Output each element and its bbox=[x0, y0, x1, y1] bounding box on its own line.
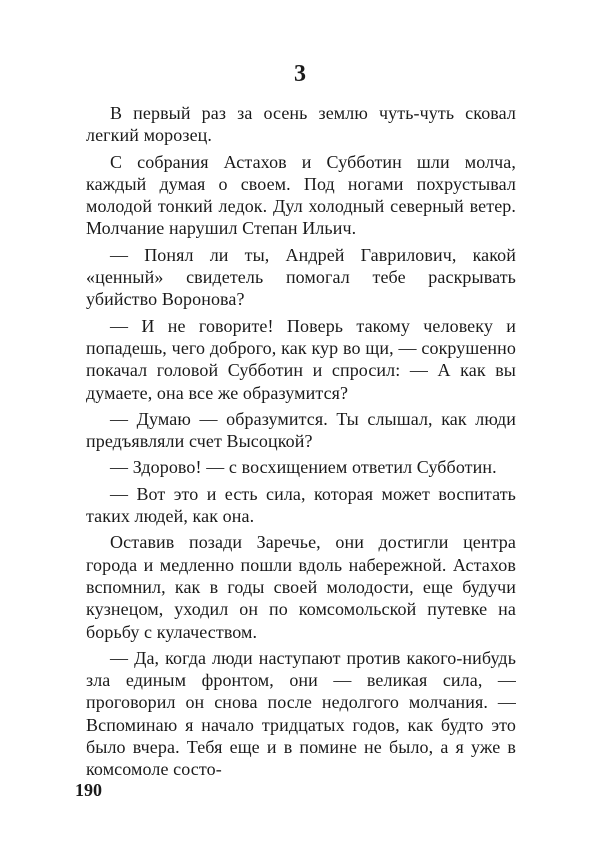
paragraph-9: — Да, когда люди наступают против какого-нибудь зла единым фронтом, они — великая сила, — проговорил он снова после недолгого молчания. — Вспоминаю я начало тридцатых годов, как будто это было вчера. Тебя еще и в помине не было, а я уже в комсомоле состо- bbox=[86, 647, 516, 780]
paragraph-7: — Вот это и есть сила, которая может воспитать таких людей, как она. bbox=[86, 483, 516, 527]
paragraph-4: — И не говорите! Поверь такому человеку и попадешь, чего доброго, как кур во щи, — сокрушенно покачал головой Субботин и спросил: — А как вы думаете, она все же образумится? bbox=[86, 315, 516, 403]
paragraph-3: — Понял ли ты, Андрей Гаврилович, какой «ценный» свидетель помогал тебе раскрывать убийство Воронова? bbox=[86, 244, 516, 310]
paragraph-1: В первый раз за осень землю чуть-чуть сковал легкий морозец. bbox=[86, 103, 516, 146]
page-number: 190 bbox=[75, 780, 102, 800]
paragraph-5: — Думаю — образумится. Ты слышал, как люди предъявляли счет Высоцкой? bbox=[86, 408, 516, 452]
chapter-number: 3 bbox=[294, 61, 306, 87]
text-body bbox=[86, 102, 516, 785]
paragraph-2: С собрания Астахов и Субботин шли молча, каждый думая о своем. Под ногами похрустывал молодой тонкий ледок. Дул холодный северный ветер. Молчание нарушил Степан Ильич. bbox=[86, 151, 516, 239]
paragraph-6: — Здорово! — с восхищением ответил Субботин. bbox=[110, 457, 497, 478]
paragraph-8: Оставив позади Заречье, они достигли центра города и медленно пошли вдоль набережной. Астахов вспомнил, как в годы своей молодости, еще будучи кузнецом, уходил он по комсомольской путевке на борьбу с кулачеством. bbox=[86, 532, 516, 642]
